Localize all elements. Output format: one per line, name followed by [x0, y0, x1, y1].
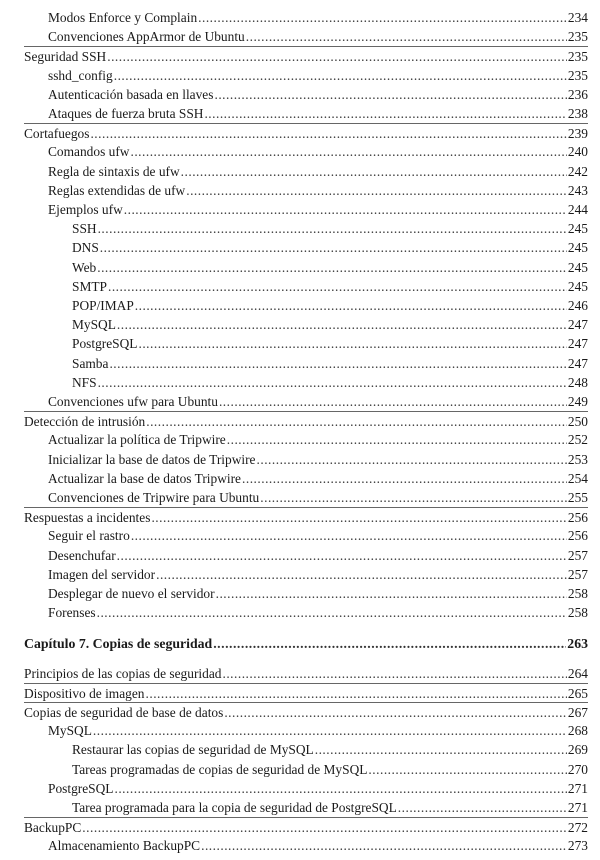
- toc-entry-title: POP/IMAP: [72, 298, 134, 313]
- dot-leader: [146, 412, 567, 431]
- toc-entry: [72, 238, 588, 257]
- toc-entry-title: PostgreSQL: [48, 780, 114, 796]
- toc-page-number: 271: [567, 780, 588, 796]
- toc-page-number: 253: [567, 451, 588, 467]
- dot-leader: [109, 354, 566, 373]
- toc-entry: [48, 546, 588, 565]
- toc-entry: [72, 296, 588, 315]
- dot-leader: [222, 664, 566, 683]
- toc-entry: [48, 162, 588, 181]
- toc-page-number: 270: [567, 761, 588, 777]
- dot-leader: [224, 703, 567, 722]
- toc-entry: [48, 85, 588, 104]
- toc-entry-title: Desenchufar: [48, 547, 116, 563]
- toc-entry-title: Web: [72, 259, 97, 275]
- toc-entry: [72, 219, 588, 238]
- toc-entry: [72, 334, 588, 353]
- dot-leader: [214, 85, 566, 104]
- dot-leader: [107, 47, 567, 66]
- toc-page-number: 257: [567, 547, 588, 563]
- toc-entry: [48, 565, 588, 584]
- dot-leader: [97, 603, 567, 622]
- toc-entry-title: Autenticación basada en llaves: [48, 86, 214, 102]
- toc-entry-title: Seguir el rastro: [48, 528, 130, 544]
- dot-leader: [242, 469, 567, 488]
- dot-leader: [204, 104, 566, 123]
- dot-leader: [100, 238, 567, 257]
- toc-entry-title: Copias de seguridad de base de datos: [24, 705, 224, 720]
- toc-page-number: 240: [567, 144, 588, 160]
- toc-entry: [24, 664, 588, 683]
- toc-entry-title: Capítulo 7. Copias de seguridad: [24, 636, 213, 652]
- dot-leader: [257, 450, 567, 469]
- toc-entry-title: Inicializar la base de datos de Tripwire: [48, 451, 256, 467]
- dot-leader: [90, 124, 566, 143]
- toc-entry-title: SSH: [72, 221, 97, 237]
- dot-leader: [181, 162, 567, 181]
- toc-entry-title: Convenciones ufw para Ubuntu: [48, 394, 218, 409]
- toc-entry-title: Detección de intrusión: [24, 414, 146, 430]
- dot-leader: [98, 373, 567, 392]
- toc-entry-title: Samba: [72, 355, 109, 371]
- toc-entry: [48, 430, 588, 449]
- toc-entry: [72, 277, 588, 296]
- toc-entry: [48, 142, 588, 161]
- toc-page-number: 238: [567, 106, 588, 121]
- toc-page-number: 273: [567, 838, 588, 854]
- dot-leader: [151, 508, 566, 527]
- dot-leader: [138, 334, 566, 353]
- toc-page-number: 247: [567, 355, 588, 371]
- toc-page-number: 244: [567, 202, 588, 217]
- toc-page-number: 254: [567, 470, 588, 486]
- toc-entry: [48, 181, 588, 200]
- toc-chapter-heading: [24, 634, 588, 653]
- toc-page-number: 263: [567, 636, 588, 652]
- dot-leader: [213, 634, 566, 653]
- toc-entry-title: Principios de las copias de seguridad: [24, 665, 222, 681]
- toc-entry-title: Desplegar de nuevo el servidor: [48, 586, 215, 601]
- toc-entry: [48, 8, 588, 27]
- dot-leader: [114, 779, 566, 798]
- toc-entry-title: Tareas programadas de copias de seguridad de MySQL: [72, 761, 368, 777]
- toc-page-number: 269: [567, 742, 588, 758]
- dot-leader: [156, 565, 567, 584]
- toc-entry-title: Convenciones AppArmor de Ubuntu: [48, 29, 245, 45]
- dot-leader: [315, 740, 567, 759]
- toc-page-number: 242: [567, 163, 588, 179]
- toc-page-number: 267: [567, 705, 588, 720]
- toc-entry-title: Ejemplos ufw: [48, 202, 123, 217]
- toc-entry-title: Reglas extendidas de ufw: [48, 182, 186, 198]
- toc-entry-title: NFS: [72, 374, 97, 390]
- toc-entry: [48, 779, 588, 798]
- toc-entry-title: Comandos ufw: [48, 144, 130, 160]
- dot-leader: [108, 277, 567, 296]
- toc-entry-title: Restaurar las copias de seguridad de MySQL: [72, 742, 314, 758]
- toc-page-number: 258: [567, 605, 588, 621]
- toc-page-number: 252: [567, 432, 588, 448]
- dot-leader: [186, 181, 567, 200]
- dot-leader: [368, 760, 566, 779]
- toc-entry: [48, 721, 588, 740]
- toc-entry: [72, 258, 588, 277]
- toc-page-number: 247: [567, 336, 588, 352]
- toc-page-number: 248: [567, 374, 588, 390]
- dot-leader: [114, 66, 567, 85]
- toc-page-number: 245: [567, 259, 588, 275]
- toc-entry-title: Almacenamiento BackupPC: [48, 838, 201, 854]
- toc-entry: [48, 392, 588, 411]
- toc-entry: [24, 507, 588, 527]
- toc-entry: [48, 27, 588, 46]
- dot-leader: [124, 200, 567, 219]
- toc-page-number: 257: [567, 566, 588, 582]
- toc-page-number: 235: [567, 67, 588, 83]
- dot-leader: [398, 798, 567, 817]
- toc-entry: [72, 740, 588, 759]
- dot-leader: [117, 315, 567, 334]
- toc-page-number: 245: [567, 240, 588, 256]
- toc-page-number: 268: [567, 723, 588, 739]
- toc-entry-title: Respuestas a incidentes: [24, 510, 151, 526]
- toc-entry-title: Imagen del servidor: [48, 566, 156, 582]
- toc-page-number: 246: [567, 298, 588, 313]
- dot-leader: [198, 8, 567, 27]
- toc-page-number: 255: [567, 490, 588, 505]
- dot-leader: [98, 219, 567, 238]
- toc-entry-title: Dispositivo de imagen: [24, 685, 145, 701]
- toc-entry: [48, 584, 588, 603]
- dot-leader: [246, 27, 567, 46]
- toc-entry: [24, 683, 588, 703]
- toc-page-number: 256: [567, 528, 588, 544]
- toc-entry-title: MySQL: [48, 723, 92, 739]
- dot-leader: [93, 721, 567, 740]
- toc-page-number: 245: [567, 221, 588, 237]
- dot-leader: [131, 526, 567, 545]
- toc-page-number: 245: [567, 278, 588, 294]
- toc-entry: [72, 760, 588, 779]
- toc-entry: [72, 354, 588, 373]
- toc-entry-title: Actualizar la base de datos Tripwire: [48, 470, 241, 486]
- dot-leader: [82, 818, 567, 837]
- toc-entry-title: Actualizar la política de Tripwire: [48, 432, 226, 448]
- dot-leader: [130, 142, 566, 161]
- toc-entry: [48, 603, 588, 622]
- toc-page-number: 234: [567, 10, 588, 25]
- dot-leader: [260, 488, 567, 507]
- toc-page-number: 235: [567, 29, 588, 45]
- dot-leader: [219, 392, 567, 411]
- toc-entry-title: Modos Enforce y Complain: [48, 10, 198, 25]
- toc-entry-title: DNS: [72, 240, 99, 256]
- toc-page-number: 272: [567, 820, 588, 836]
- toc-entry: [48, 526, 588, 545]
- toc-entry-title: Cortafuegos: [24, 126, 90, 142]
- dot-leader: [97, 258, 567, 277]
- dot-leader: [227, 430, 567, 449]
- dot-leader: [146, 684, 567, 703]
- toc-entry: [48, 469, 588, 488]
- toc-entry: [48, 200, 588, 219]
- toc-entry-title: Regla de sintaxis de ufw: [48, 163, 180, 179]
- toc-entry-title: MySQL: [72, 317, 116, 333]
- toc-entry: [72, 798, 588, 817]
- toc-entry-title: Convenciones de Tripwire para Ubuntu: [48, 490, 260, 505]
- toc-page-number: 247: [567, 317, 588, 333]
- toc-entry-title: BackupPC: [24, 820, 82, 836]
- toc-page-number: 264: [567, 665, 588, 681]
- toc-page-number: 258: [567, 586, 588, 601]
- dot-leader: [117, 546, 567, 565]
- toc-entry: [24, 123, 588, 143]
- dot-leader: [135, 296, 567, 315]
- toc-entry: [72, 315, 588, 334]
- toc-entry: [24, 817, 588, 837]
- toc-entry: [24, 702, 588, 722]
- toc-entry: [48, 104, 588, 123]
- toc-entry-title: Seguridad SSH: [24, 49, 107, 65]
- toc-page-number: 239: [567, 126, 588, 142]
- toc-page-number: 256: [567, 510, 588, 526]
- toc-entry: [24, 411, 588, 431]
- toc-entry: [24, 46, 588, 66]
- toc-page-number: 243: [567, 182, 588, 198]
- toc-entry-title: Tarea programada para la copia de seguridad de PostgreSQL: [72, 800, 397, 815]
- toc-entry-title: Ataques de fuerza bruta SSH: [48, 106, 204, 121]
- toc-page-number: 271: [567, 800, 588, 815]
- dot-leader: [216, 584, 567, 603]
- toc-entry-title: sshd_config: [48, 67, 113, 83]
- toc-entry: [48, 66, 588, 85]
- toc-page-number: 249: [567, 394, 588, 409]
- toc-page-number: 250: [567, 414, 588, 430]
- toc-entry: [48, 836, 588, 855]
- toc-entry: [72, 373, 588, 392]
- toc-entry-title: SMTP: [72, 278, 107, 294]
- dot-leader: [201, 836, 567, 855]
- toc-entry-title: Forenses: [48, 605, 96, 621]
- toc-entry: [48, 488, 588, 507]
- toc-page-number: 235: [567, 49, 588, 65]
- toc-page-number: 265: [567, 685, 588, 701]
- toc-entry-title: PostgreSQL: [72, 336, 138, 352]
- toc-entry: [48, 450, 588, 469]
- toc-page-number: 236: [567, 86, 588, 102]
